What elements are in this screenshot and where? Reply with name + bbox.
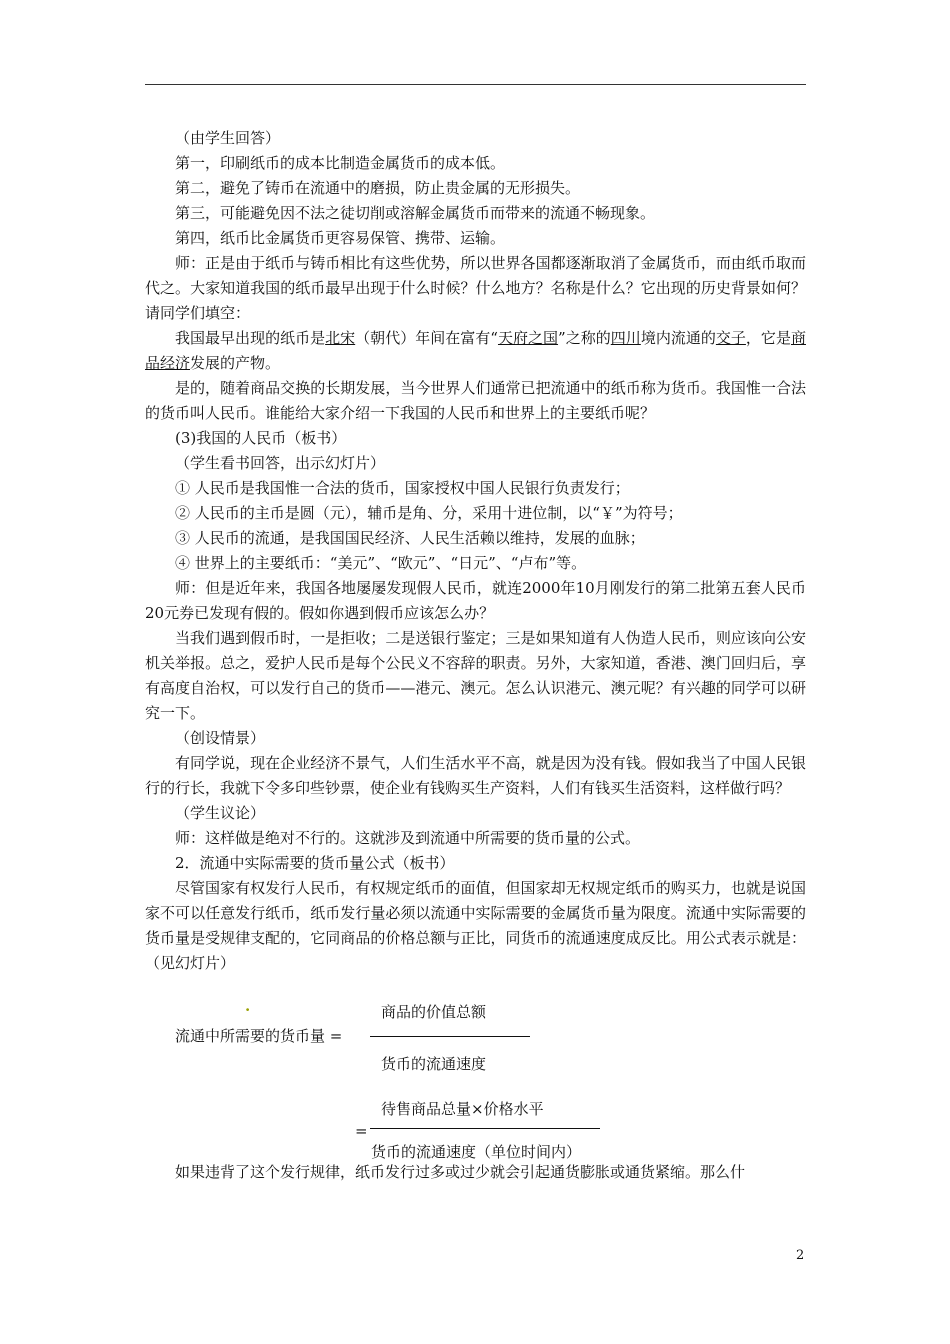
paragraph: （由学生回答）	[175, 129, 281, 147]
text-segment: 我国最早出现的纸币是	[175, 329, 326, 347]
text-segment: 发展的产物。	[190, 354, 281, 372]
underlined-answer: 交子	[715, 329, 746, 347]
paragraph: 师：正是由于纸币与铸币相比有这些优势，所以世界各国都逐渐取消了金属货币，而由纸币取而代之。大家知道我国的纸币最早出现于什么时候？什么地方？名称是什么？它出现的历史背景如何？请同学们填空：	[145, 254, 806, 322]
paragraph: 是的，随着商品交换的长期发展，当今世界人们通常已把流通中的纸币称为货币。我国惟一合法的货币叫人民币。谁能给大家介绍一下我国的人民币和世界上的主要纸币呢？	[145, 379, 806, 422]
underlined-answer: 四川	[610, 329, 641, 347]
text-segment: ，它是	[745, 329, 791, 347]
underlined-answer: 天府之国	[497, 329, 559, 347]
fraction-bar-1	[370, 1036, 530, 1037]
fill-in-paragraph	[145, 326, 806, 376]
money-supply-formula	[145, 982, 806, 1160]
formula-lhs: 流通中所需要的货币量 =	[175, 1027, 343, 1045]
paragraph: 第二，避免了铸币在流通中的磨损，防止贵金属的无形损失。	[175, 179, 581, 197]
paragraph: 师：这样做是绝对不行的。这就涉及到流通中所需要的货币量的公式。	[175, 829, 641, 847]
text-segment: （朝代）年间在富有“	[355, 329, 498, 347]
paragraph: 如果违背了这个发行规律，纸币发行过多或过少就会引起通货膨胀或通货紧缩。那么什	[175, 1163, 746, 1181]
list-item: ③ 人民币的流通，是我国国民经济、人民生活赖以维持，发展的血脉；	[175, 529, 645, 547]
formula-numerator-2: 待售商品总量×价格水平	[381, 1100, 544, 1118]
paragraph: （创设情景）	[175, 729, 266, 747]
text-segment: 境内流通的	[640, 329, 716, 347]
paragraph: （学生议论）	[175, 804, 266, 822]
formula-denominator-2: 货币的流通速度（单位时间内）	[371, 1143, 582, 1161]
paragraph: 当我们遇到假币时，一是拒收；二是送银行鉴定；三是如果知道有人伪造人民币，则应该向公安机关举报。总之，爱护人民币是每个公民义不容辞的职责。另外，大家知道，香港、澳门回归后，享有高度自治权，可以发行自己的货币——港元、澳元。怎么认识港元、澳元呢？有兴趣的同学可以研究一下。	[145, 629, 806, 722]
list-item: ② 人民币的主币是圆（元），辅币是角、分，采用十进位制，以“￥”为符号；	[175, 504, 683, 522]
list-item: ④ 世界上的主要纸币：“美元”、“欧元”、“日元”、“卢布”等。	[175, 554, 587, 572]
paragraph: （学生看书回答，出示幻灯片）	[175, 454, 386, 472]
stray-dot: .	[245, 997, 251, 1015]
underlined-answer: 商品经济	[145, 329, 806, 372]
paragraph: 第四，纸币比金属货币更容易保管、携带、运输。	[175, 229, 506, 247]
paragraph: 师：但是近年来，我国各地屡屡发现假人民币，就连2000年10月刚发行的第二批第五套人民币20元券已发现有假的。假如你遇到假币应该怎么办？	[145, 579, 806, 622]
underlined-answer: 北宋	[325, 329, 356, 347]
section-heading: (3)我国的人民币（板书）	[175, 429, 347, 447]
list-item: ① 人民币是我国惟一合法的货币，国家授权中国人民银行负责发行；	[175, 479, 630, 497]
fraction-bar-2	[370, 1128, 600, 1129]
paragraph: 第一，印刷纸币的成本比制造金属货币的成本低。	[175, 154, 506, 172]
page-number: 2	[796, 1248, 805, 1263]
paragraph: 有同学说，现在企业经济不景气，人们生活水平不高，就是因为没有钱。假如我当了中国人民银行的行长，我就下令多印些钞票，使企业有钱购买生产资料，人们有钱买生活资料，这样做行吗？	[145, 754, 806, 797]
header-rule	[145, 84, 806, 85]
document-body	[145, 126, 806, 1185]
formula-equals-2: =	[355, 1122, 368, 1140]
formula-denominator-1: 货币的流通速度	[381, 1055, 487, 1073]
paragraph: 第三，可能避免因不法之徒切削或溶解金属货币而带来的流通不畅现象。	[175, 204, 656, 222]
section-heading: 2．流通中实际需要的货币量公式（板书）	[175, 854, 455, 872]
formula-numerator-1: 商品的价值总额	[381, 1003, 487, 1021]
paragraph: 尽管国家有权发行人民币，有权规定纸币的面值，但国家却无权规定纸币的购买力，也就是说国家不可以任意发行纸币，纸币发行量必须以流通中实际需要的金属货币量为限度。流通中实际需要的货币量是受规律支配的，它同商品的价格总额与正比，同货币的流通速度成反比。用公式表示就是：（见幻灯片）	[145, 879, 806, 972]
text-segment: ”之称的	[558, 329, 611, 347]
